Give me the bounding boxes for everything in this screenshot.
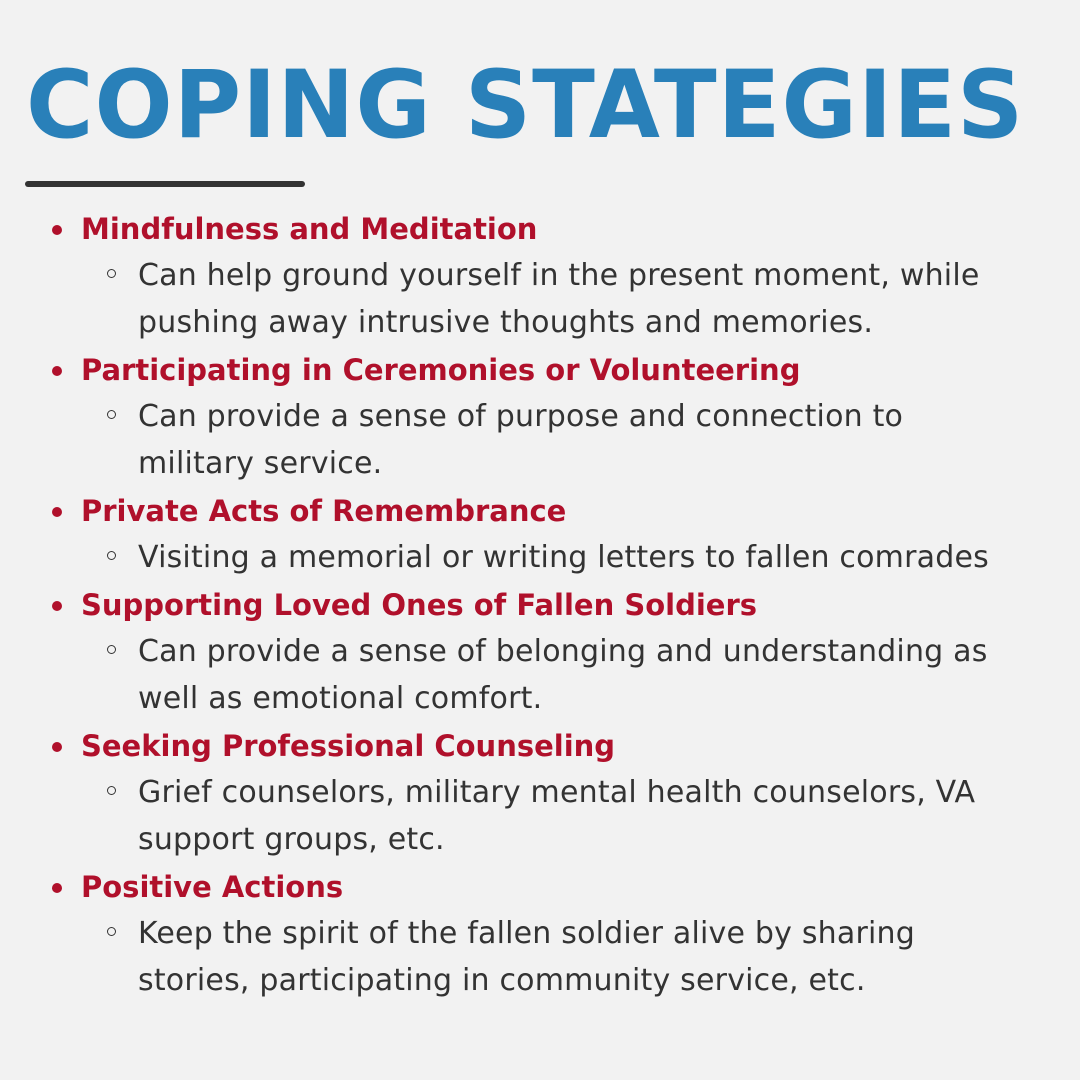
detail-line: pushing away intrusive thoughts and memories.: [138, 305, 874, 340]
strategy-heading: Positive Actions: [81, 870, 344, 904]
sub-bullet-icon: [107, 786, 116, 795]
strategy-detail: [138, 393, 1038, 487]
strategy-heading: Mindfulness and Meditation: [81, 212, 538, 246]
sub-bullet-icon: [107, 645, 116, 654]
coping-strategies-list: [0, 205, 1080, 1004]
list-item: [0, 863, 1080, 1004]
bullet-icon: [52, 366, 62, 376]
bullet-icon: [52, 883, 62, 893]
strategy-heading: Private Acts of Remembrance: [81, 494, 567, 528]
strategy-detail: [138, 252, 1038, 346]
sub-bullet-icon: [107, 927, 116, 936]
title-divider: [25, 181, 305, 187]
detail-line: support groups, etc.: [138, 822, 445, 857]
list-item: [0, 581, 1080, 722]
list-item: [0, 205, 1080, 346]
list-item: [0, 346, 1080, 487]
detail-line: Keep the spirit of the fallen soldier alive by sharing: [138, 916, 915, 951]
strategy-detail: [138, 628, 1038, 722]
strategy-heading: Participating in Ceremonies or Volunteering: [81, 353, 801, 387]
bullet-icon: [52, 601, 62, 611]
sub-bullet-icon: [107, 410, 116, 419]
detail-line: stories, participating in community service, etc.: [138, 963, 866, 998]
strategy-heading: Seeking Professional Counseling: [81, 729, 616, 763]
bullet-icon: [52, 742, 62, 752]
detail-line: Visiting a memorial or writing letters to fallen comrades: [138, 540, 989, 575]
detail-line: Can provide a sense of purpose and connection to: [138, 399, 904, 434]
strategy-detail: [138, 534, 1038, 581]
detail-line: military service.: [138, 446, 383, 481]
detail-line: Grief counselors, military mental health counselors, VA: [138, 775, 976, 810]
bullet-icon: [52, 225, 62, 235]
detail-line: Can provide a sense of belonging and understanding as: [138, 634, 988, 669]
detail-line: Can help ground yourself in the present moment, while: [138, 258, 980, 293]
sub-bullet-icon: [107, 269, 116, 278]
page-title: COPING STATEGIES: [26, 50, 1025, 160]
strategy-detail: [138, 769, 1038, 863]
detail-line: well as emotional comfort.: [138, 681, 543, 716]
strategy-heading: Supporting Loved Ones of Fallen Soldiers: [81, 588, 758, 622]
strategy-detail: [138, 910, 1038, 1004]
list-item: [0, 487, 1080, 581]
bullet-icon: [52, 507, 62, 517]
list-item: [0, 722, 1080, 863]
sub-bullet-icon: [107, 551, 116, 560]
